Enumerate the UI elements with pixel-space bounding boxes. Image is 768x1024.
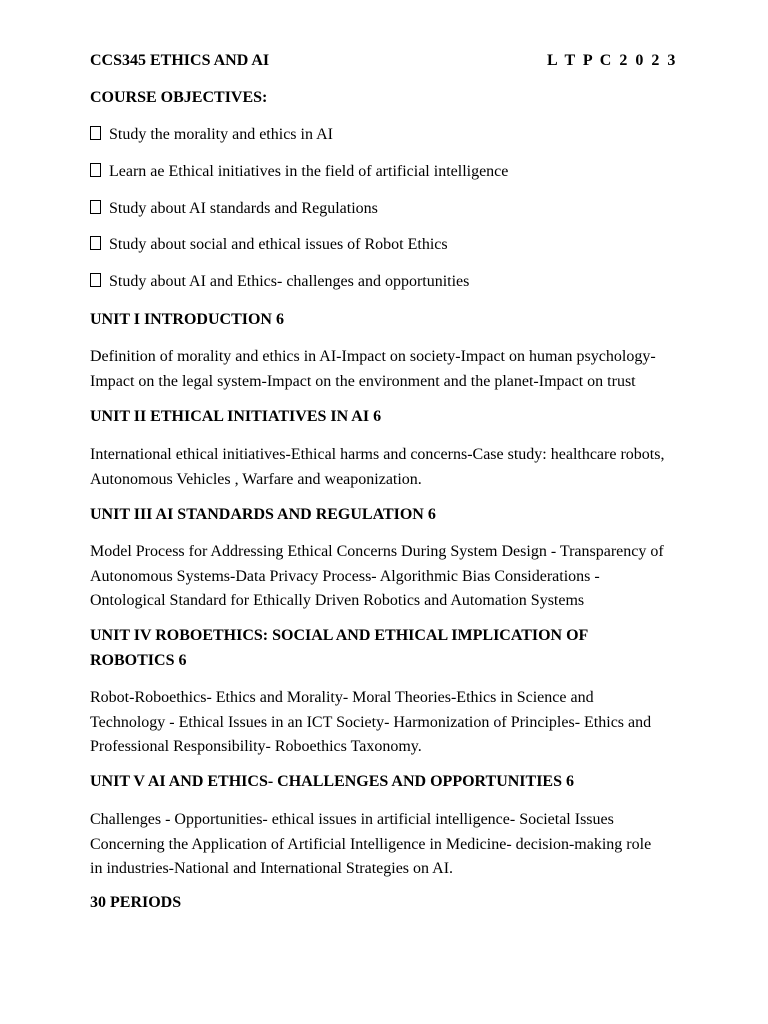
unit-4-heading-cont: ROBOTICS 6 <box>90 652 187 669</box>
course-header <box>90 52 690 74</box>
unit-5-content: Challenges - Opportunities- ethical issues in artificial intelligence- Societal Issues Concerning the Application of Artificial Intelligence in Medicine- decision-making role in industries-National and International Strategies on AI. <box>90 811 652 877</box>
bullet-box-icon <box>90 236 101 250</box>
objective-item: Study about AI and Ethics- challenges and opportunities <box>90 273 469 291</box>
objective-item: Study the morality and ethics in AI <box>90 126 333 144</box>
unit-5-heading: UNIT V AI AND ETHICS- CHALLENGES AND OPPORTUNITIES 6 <box>90 773 574 790</box>
objective-item: Study about AI standards and Regulations <box>90 200 378 218</box>
unit-2-content: International ethical initiatives-Ethical harms and concerns-Case study: healthcare robots, Autonomous Vehicles , Warfare and weaponization. <box>90 446 665 488</box>
unit-3-heading: UNIT III AI STANDARDS AND REGULATION 6 <box>90 506 436 523</box>
bullet-box-icon <box>90 273 101 287</box>
bullet-box-icon <box>90 126 101 140</box>
unit-1-content: Definition of morality and ethics in AI-Impact on society-Impact on human psychology- Impact on the legal system-Impact on the environment and the planet-Impact on trust <box>90 348 656 390</box>
unit-1-heading: UNIT I INTRODUCTION 6 <box>90 311 284 328</box>
unit-4-content: Robot-Roboethics- Ethics and Morality- Moral Theories-Ethics in Science and Technology - Ethical Issues in an ICT Society- Harmonization of Principles- Ethics and Professional Responsibility- Roboethics Taxonomy. <box>90 689 652 755</box>
objective-item: Learn ae Ethical initiatives in the field of artificial intelligence <box>90 163 508 181</box>
course-code-title: CCS345 ETHICS AND AI <box>90 52 270 69</box>
bullet-box-icon <box>90 200 101 214</box>
unit-2-heading: UNIT II ETHICAL INITIATIVES IN AI 6 <box>90 408 382 425</box>
unit-4-heading: UNIT IV ROBOETHICS: SOCIAL AND ETHICAL IMPLICATION OF <box>90 627 589 644</box>
ltpc-credits: L T P C 2 0 2 3 <box>547 52 678 69</box>
bullet-box-icon <box>90 163 101 177</box>
unit-3-content: Model Process for Addressing Ethical Concerns During System Design - Transparency of Autonomous Systems-Data Privacy Process- Algorithmic Bias Considerations - Ontological Standard for Ethically Driven Robotics and Automation Systems <box>90 543 664 609</box>
total-periods: 30 PERIODS <box>90 894 182 911</box>
objectives-heading: COURSE OBJECTIVES: <box>90 89 268 106</box>
objective-item: Study about social and ethical issues of Robot Ethics <box>90 236 448 254</box>
